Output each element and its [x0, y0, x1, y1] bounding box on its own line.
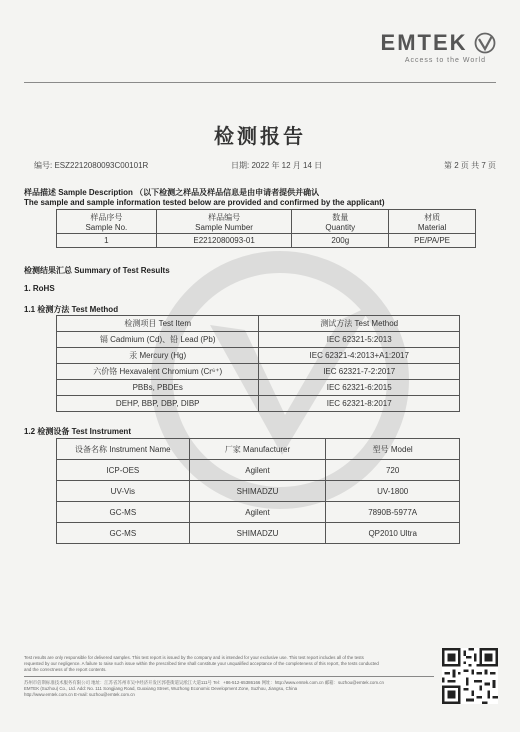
method-heading: 1.1 检测方法 Test Method — [24, 305, 119, 314]
instrument-model: 720 — [326, 460, 460, 481]
method-header-method: 测试方法 Test Method — [259, 316, 460, 332]
page-number: 第 2 页 共 7 页 — [443, 161, 496, 170]
sample-heading-en: The sample and sample information tested below are provided and confirmed by the applicant) — [24, 198, 385, 207]
instrument-manufacturer: Agilent — [189, 502, 326, 523]
footer-contact: http://www.emtek.com.cn E-mail: suzhou@emtek.com.cn — [24, 692, 135, 697]
sample-number: E2212080093-01 — [156, 234, 292, 248]
report-number: 编号: ESZ2212080093C00101R — [34, 161, 149, 170]
method-header-item: 检测项目 Test Item — [57, 316, 259, 332]
test-item: PBBs, PBDEs — [57, 380, 259, 396]
table-row — [57, 396, 460, 412]
test-method: IEC 62321-8:2017 — [259, 396, 460, 412]
test-item: DEHP, BBP, DBP, DIBP — [57, 396, 259, 412]
footer-address-cn: 苏州市倍斯标准技术服务有限公司 地址：江苏省苏州市吴中经济开发区郭巷街道吴淞江大道111号 Tel：+86-512-65386166 网址：http://www.emtek.com.cn 邮箱：suzhou@emtek.com.cn — [24, 680, 384, 685]
table-row — [57, 460, 460, 481]
instrument-model: UV-1800 — [326, 481, 460, 502]
footer-address-en: EMTEK (Suzhou) Co., Ltd. Add: No. 111 Songjiang Road, Guoxiang Street, Wuzhong Economic Development Zone, Suzhou, Jiangsu, China — [24, 686, 298, 691]
footer-line: and the correctness of the report contents. — [24, 667, 107, 672]
header-divider — [24, 82, 496, 83]
report-date: 日期: 2022 年 12 月 14 日 — [231, 161, 323, 170]
test-item: 镉 Cadmium (Cd)、铅 Lead (Pb) — [57, 332, 259, 348]
test-item: 六价铬 Hexavalent Chromium (Cr⁶⁺) — [57, 364, 259, 380]
table-row — [57, 481, 460, 502]
instrument-manufacturer: Agilent — [189, 460, 326, 481]
footer-line: requested by our negligence. A failure to raise such issue within the prescribed time shall constitute your unqualified acceptance of the completeness of this report, the tests conducted — [24, 661, 379, 666]
instrument-name: GC-MS — [57, 502, 190, 523]
test-method: IEC 62321-4:2013+A1:2017 — [259, 348, 460, 364]
sample-material: PE/PA/PE — [389, 234, 476, 248]
qr-code — [442, 648, 498, 704]
logo-brand: EMTEK — [380, 30, 468, 55]
logo-check-icon — [474, 32, 496, 54]
logo-tagline: Access to the World — [404, 57, 486, 64]
test-method: IEC 62321-5:2013 — [259, 332, 460, 348]
footer-divider — [24, 676, 434, 677]
instrument-name: ICP-OES — [57, 460, 190, 481]
instrument-manufacturer: SHIMADZU — [189, 481, 326, 502]
instrument-name: UV-Vis — [57, 481, 190, 502]
footer-disclaimer — [24, 655, 434, 698]
emtek-logo — [381, 30, 496, 64]
test-item: 汞 Mercury (Hg) — [57, 348, 259, 364]
sample-heading-cn: 样品描述 Sample Description （以下检测之样品及样品信息是由申请者提供并确认 — [24, 188, 320, 197]
test-method: IEC 62321-6:2015 — [259, 380, 460, 396]
instrument-header-model: 型号 Model — [326, 439, 460, 460]
rohs-heading: 1. RoHS — [24, 284, 55, 293]
instrument-manufacturer: SHIMADZU — [189, 523, 326, 544]
table-row — [57, 332, 460, 348]
summary-heading: 检测结果汇总 Summary of Test Results — [24, 266, 170, 275]
instrument-table — [56, 438, 460, 544]
instrument-header-name: 设备名称 Instrument Name — [57, 439, 190, 460]
method-table — [56, 315, 460, 412]
instrument-name: GC-MS — [57, 523, 190, 544]
table-row — [57, 348, 460, 364]
footer-line: Test results are only responsible for delivered samples. This test report is issued by the company and is intended for your exclusive use. This test report includes all of the tests — [24, 655, 364, 660]
table-row — [57, 502, 460, 523]
table-row — [57, 364, 460, 380]
report-title: 检测报告 — [214, 126, 306, 148]
test-method: IEC 62321-7-2:2017 — [259, 364, 460, 380]
table-row — [57, 234, 476, 248]
sample-header-material: 材质 Material — [389, 210, 476, 234]
instrument-model: QP2010 Ultra — [326, 523, 460, 544]
instrument-heading: 1.2 检测设备 Test Instrument — [24, 427, 131, 436]
instrument-model: 7890B-5977A — [326, 502, 460, 523]
sample-header-number: 样品编号 Sample Number — [156, 210, 292, 234]
table-row — [57, 523, 460, 544]
sample-header-no: 样品序号 Sample No. — [57, 210, 157, 234]
sample-no: 1 — [57, 234, 157, 248]
sample-header-quantity: 数量 Quantity — [292, 210, 389, 234]
instrument-header-manufacturer: 厂家 Manufacturer — [189, 439, 326, 460]
table-row — [57, 380, 460, 396]
sample-quantity: 200g — [292, 234, 389, 248]
sample-table — [56, 209, 476, 248]
